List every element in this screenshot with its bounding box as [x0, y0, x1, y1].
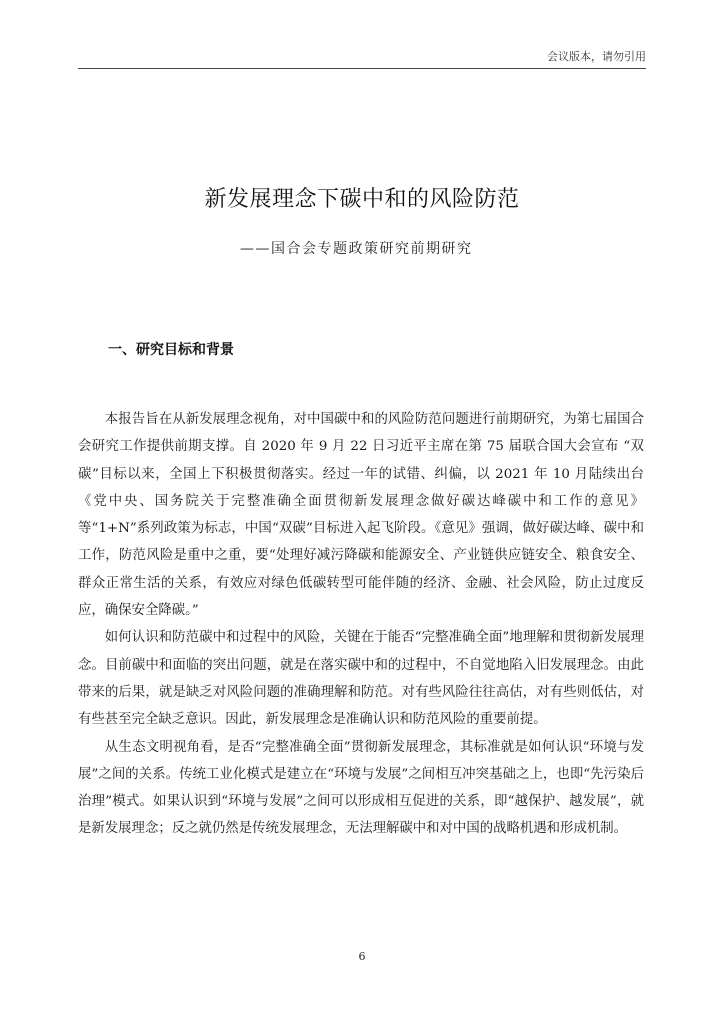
document-subtitle: ——国合会专题政策研究前期研究 [240, 241, 473, 257]
document-title: 新发展理念下碳中和的风险防范 [204, 187, 520, 212]
page-number: 6 [358, 950, 366, 963]
section-heading: 一、研究目标和背景 [108, 342, 234, 358]
paragraph-2: 如何认识和防范碳中和过程中的风险，关键在于能否“完整准确全面”地理解和贯彻新发展理念。目前碳中和面临的突出问题，就是在落实碳中和的过程中，不自觉地陷入旧发展理念。由此带来的后果，就是缺乏对风险问题的准确理解和防范。对有些风险往往高估，对有些则低估，对有些甚至完全缺乏意识。因此，新发展理念是准确认识和防范风险的重要前提。 [78, 630, 644, 728]
header-note: 会议版本，请勿引用 [547, 50, 646, 63]
paragraph-1: 本报告旨在从新发展理念视角，对中国碳中和的风险防范问题进行前期研究，为第七届国合会研究工作提供前期支撑。自 2020 年 9 月 22 日习近平主席在第 75 届联合国大会宣布 “双碳”目标以来，全国上下积极贯彻落实。经过一年的试错、纠偏，以 2021 年 10 月陆续出台《党中央、国务院关于完整准确全面贯彻新发展理念做好碳达峰碳中和工作的意见》等“1+N”系列政策为标志，中国“双碳”目标进入起飞阶段。《意见》强调，做好碳达峰、碳中和工作，防范风险是重中之重，要“处理好减污降碳和能源安全、产业链供应链安全、粮食安全、群众正常生活的关系，有效应对绿色低碳转型可能伴随的经济、金融、社会风险，防止过度反应，确保安全降碳。” [78, 412, 644, 619]
paragraph-3: 从生态文明视角看，是否“完整准确全面”贯彻新发展理念，其标准就是如何认识“环境与发展”之间的关系。传统工业化模式是建立在“环境与发展”之间相互冲突基础之上，也即“先污染后治理”模式。如果认识到“环境与发展”之间可以形成相互促进的关系，即“越保护、越发展”，就是新发展理念；反之就仍然是传统发展理念，无法理解碳中和对中国的战略机遇和形成机制。 [78, 739, 644, 837]
page-header [78, 50, 646, 69]
body-text [78, 406, 644, 843]
